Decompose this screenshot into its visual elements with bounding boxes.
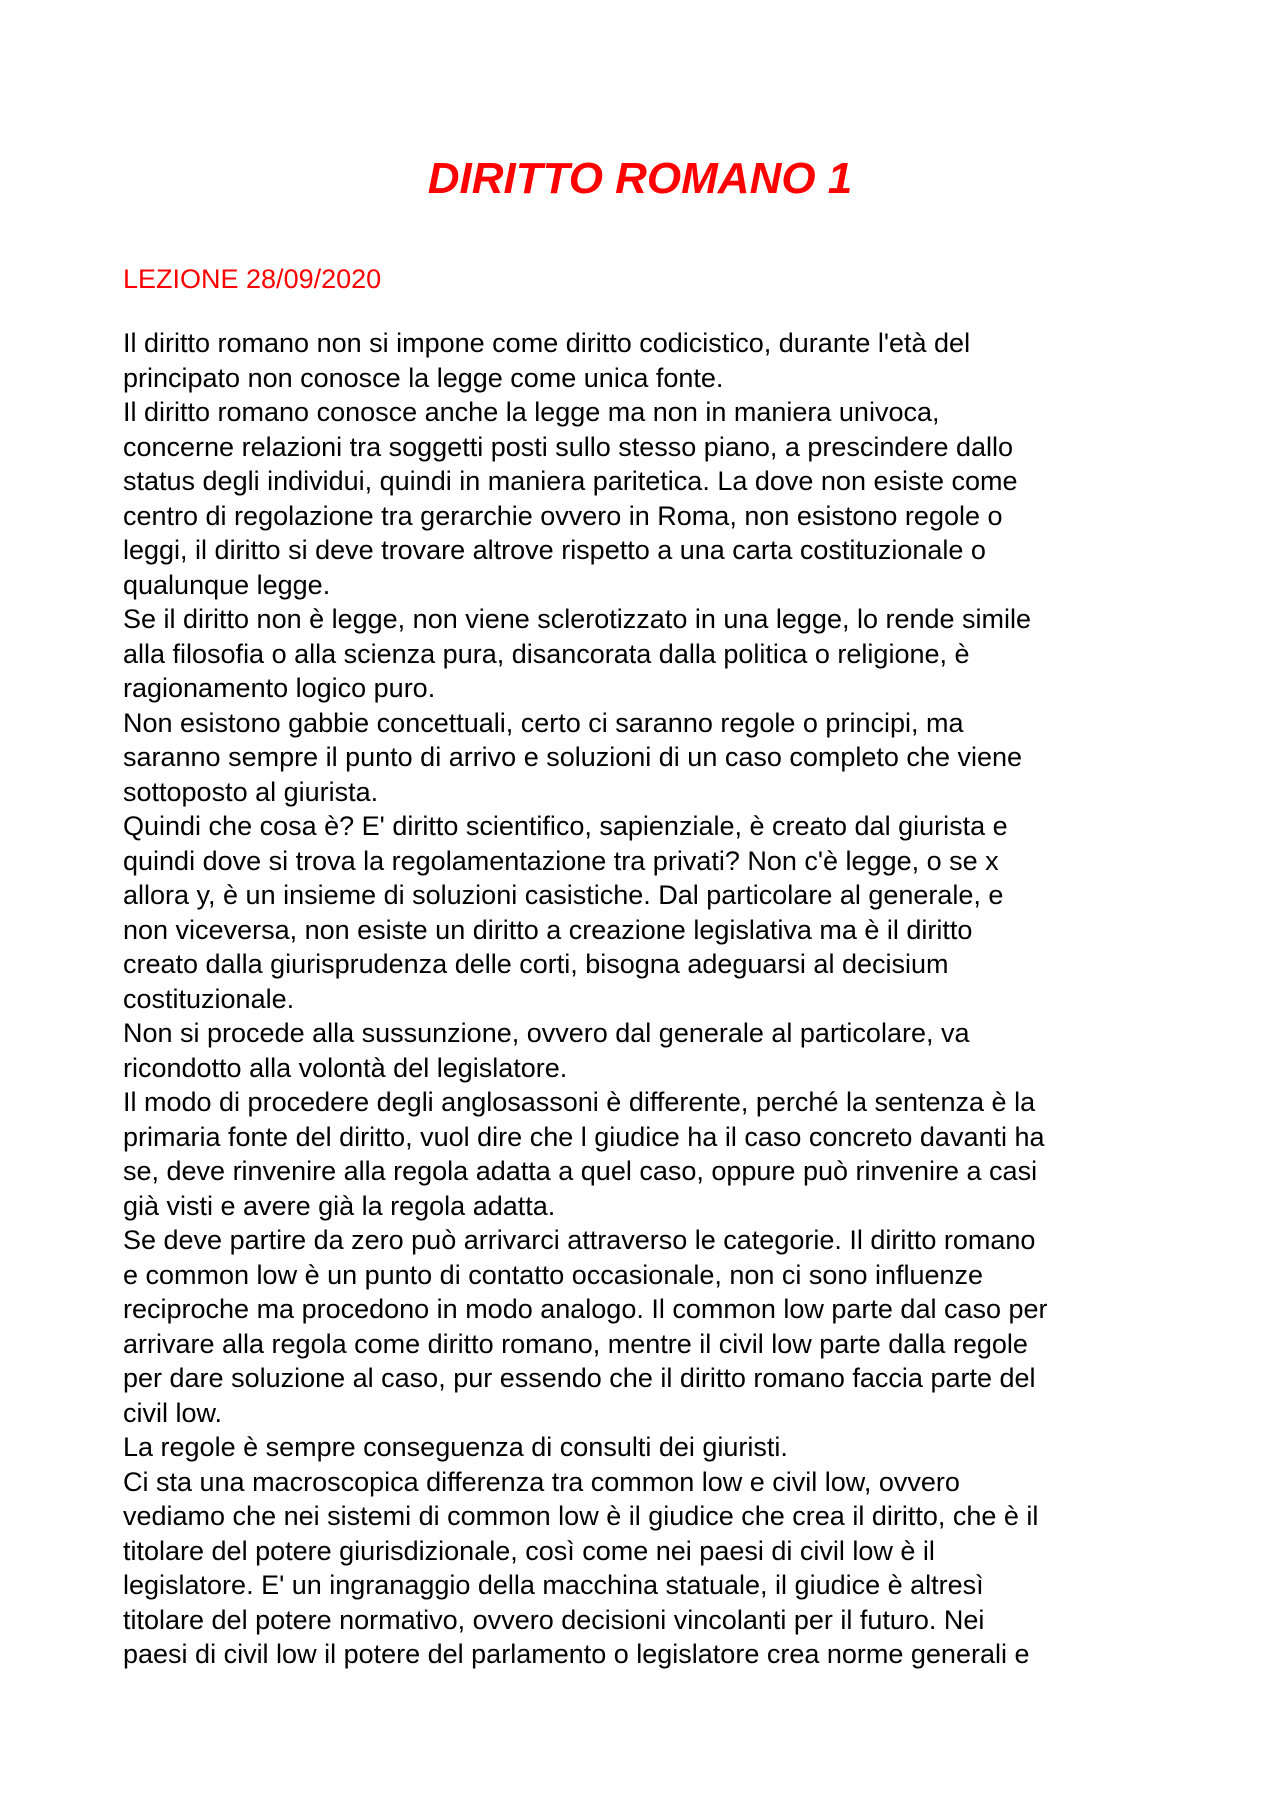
paragraph: Il modo di procedere degli anglosassoni è differente, perché la sentenza è la primaria fonte del diritto, vuol dire che l giudice ha il caso concreto davanti ha se, deve rinvenire alla regola adatta a quel caso, oppure può rinvenire a casi già visti e avere già la regola adatta. [123, 1087, 1045, 1221]
paragraph: La regole è sempre conseguenza di consulti dei giuristi. [123, 1432, 788, 1462]
paragraph: Non si procede alla sussunzione, ovvero dal generale al particolare, va ricondotto alla volontà del legislatore. [123, 1018, 970, 1083]
paragraph: Quindi che cosa è? E' diritto scientifico, sapienziale, è creato dal giurista e quindi dove si trova la regolamentazione tra privati? Non c'è legge, o se x allora y, è un insieme di soluzioni casistiche. Dal particolare al generale, e non viceversa, non esiste un diritto a creazione legislativa ma è il diritto creato dalla giurisprudenza delle corti, bisogna adeguarsi al decisium costituzionale. [123, 811, 1008, 1014]
document-title: DIRITTO ROMANO 1 [427, 154, 853, 203]
paragraph: Il diritto romano non si impone come diritto codicistico, durante l'età del principato non conosce la legge come unica fonte. [123, 328, 971, 393]
paragraph: Ci sta una macroscopica differenza tra common low e civil low, ovvero vediamo che nei sistemi di common low è il giudice che crea il diritto, che è il titolare del potere giurisdizionale, così come nei paesi di civil low è il legislatore. E' un ingranaggio della macchina statuale, il giudice è altresì titolare del potere normativo, ovvero decisioni vincolanti per il futuro. Nei paesi di civil low il potere del parlamento o legislatore crea norme generali e [123, 1466, 1039, 1669]
paragraph: Non esistono gabbie concettuali, certo ci saranno regole o principi, ma saranno sempre il punto di arrivo e soluzioni di un caso completo che viene sottoposto al giurista. [123, 707, 1023, 807]
paragraph: Il diritto romano conosce anche la legge ma non in maniera univoca, concerne relazioni tra soggetti posti sullo stesso piano, a prescindere dallo status degli individui, quindi in maniera paritetica. La dove non esiste come centro di regolazione tra gerarchie ovvero in Roma, non esistono regole o leggi, il diritto si deve trovare altrove rispetto a una carta costituzionale o qualunque legge. [123, 397, 1018, 600]
lesson-heading: LEZIONE 28/09/2020 [123, 264, 382, 294]
document-body [123, 326, 1183, 1672]
paragraph: Se il diritto non è legge, non viene sclerotizzato in una legge, lo rende simile alla filosofia o alla scienza pura, disancorata dalla politica o religione, è ragionamento logico puro. [123, 604, 1032, 703]
paragraph: Se deve partire da zero può arrivarci attraverso le categorie. Il diritto romano e common low è un punto di contatto occasionale, non ci sono influenze reciproche ma procedono in modo analogo. Il common low parte dal caso per arrivare alla regola come diritto romano, mentre il civil low parte dalla regole per dare soluzione al caso, pur essendo che il diritto romano faccia parte del civil low. [123, 1225, 1048, 1428]
